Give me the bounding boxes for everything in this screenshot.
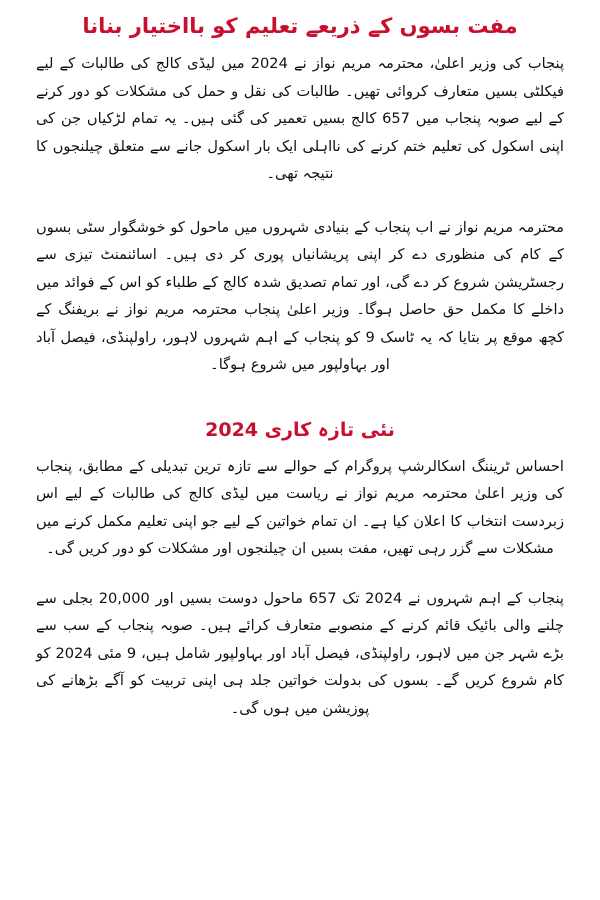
section-title: نئی تازہ کاری 2024 [205,418,395,441]
section-spacer [36,379,564,415]
article-paragraph-1: پنجاب کی وزیر اعلیٰ، محترمہ مریم نواز نے 2024 میں لیڈی کالج کی طالبات کے لیے فیکلٹی بسیں متعارف کروائی تھیں۔ طالبات کی نقل و حمل کی مشکلات کو دور کرنے کے لیے صوبہ پنجاب میں 657 کالج بسیں تعمیر کی گئی ہیں۔ یہ تمام لڑکیاں جن کی اپنی اسکول کی تعلیم ختم کرنے کی نااہلی ایک بار اسکول جانے سے متعلق چیلنجوں کا نتیجہ تھی۔ [36,55,564,182]
article-title: مفت بسوں کے ذریعے تعلیم کو بااختیار بنانا [82,14,518,38]
section-paragraph-2: پنجاب کے اہم شہروں نے 2024 تک 657 ماحول دوست بسیں اور 20,000 بجلی سے چلنے والی بائیک قائم کرنے کے منصوبے متعارف کرائے ہیں۔ صوبہ پنجاب کے سب سے بڑے شہر جن میں لاہور، راولپنڈی، فیصل آباد اور بہاولپور شامل ہیں، 9 مئی 2024 کو کام شروع کریں گے۔ بسوں کی بدولت خواتین جلد ہی اپنی تربیت کو آگے بڑھانے کی پوزیشن میں ہوں گی۔ [36,589,564,717]
paragraph-spacer [36,188,564,214]
section-paragraph-1: احساس ٹریننگ اسکالرشپ پروگرام کے حوالے سے تازہ ترین تبدیلی کے مطابق، پنجاب کی وزیر اعلیٰ محترمہ مریم نواز نے ریاست میں لیڈی کالج کی طالبات کے لیے اس زبردست انتخاب کا اعلان کیا ہے۔ ان تمام خواتین کے لیے جو اپنی تعلیم مکمل کرنے میں مشکلات سے گزر رہی تھیں، مفت بسیں ان چیلنجوں اور مشکلات کو دور کریں گی۔ [36,457,564,557]
article-paragraph-2: محترمہ مریم نواز نے اب پنجاب کے بنیادی شہروں میں ماحول کو خوشگوار سٹی بسوں کے کام کی منظوری دے کر اپنی پریشانیاں پوری کر دی ہیں۔ اسائنمنٹ تیزی سے رجسٹریشن شروع کر دے گی، اور تمام تصدیق شدہ کالج کے طلباء کو اس کے فوائد میں داخلے کا مکمل حق حاصل ہوگا۔ وزیر اعلیٰ پنجاب محترمہ مریم نواز نے بریفنگ کے کچھ موقع پر بتایا کہ یہ ٹاسک 9 کو پنجاب کے اہم شہروں لاہور، راولپنڈی، فیصل آباد اور بہاولپور میں شروع ہوگا۔ [36,218,564,373]
paragraph-spacer [36,563,564,585]
